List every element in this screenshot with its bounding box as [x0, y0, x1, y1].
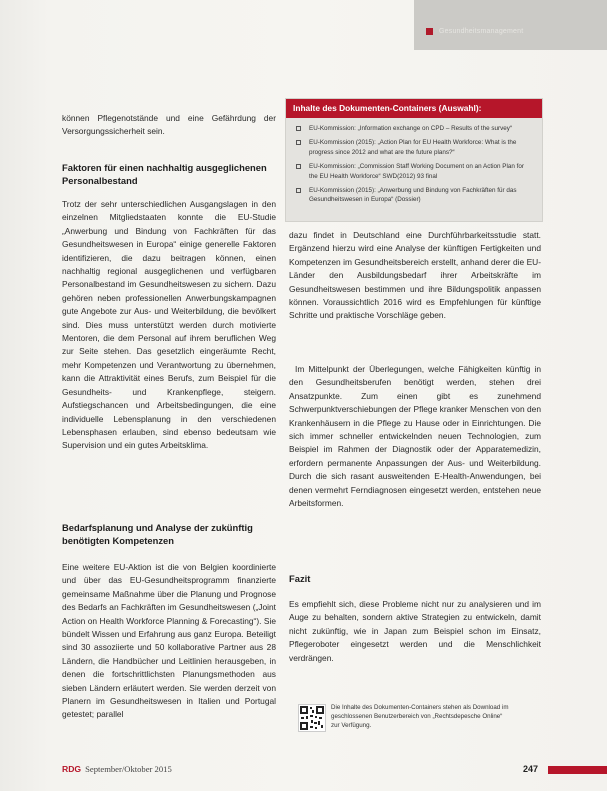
paragraph-mittelpunkt-text: Im Mittelpunkt der Überlegungen, welche Fähigkeiten künftig in den Gesundheitsberufen benötigt werden, stehen drei Ansatzpunkte. Zum einen gibt es zunehmend Schwerpunktverschiebungen der Pflege kranker Menschen von den Krankenhäusern in die Pflege zu Hause oder in Einrichtungen. Die sich immer schneller entwickelnden neuen Technologien, zum Beispiel im Rahmen der Diagnostik oder der Apparatemedizin, erfordern permanente Anpassungen der Aus- und Weiterbildung. Durch die sich rasant ausweitenden E-Health-Anwendungen, bei denen vermehrt Ferndiagnosen eingesetzt werden, entstehen neue Arbeitsformen.	[289, 364, 541, 509]
section-label-text: Gesundheitsmanagement	[439, 27, 524, 35]
paragraph-mittelpunkt	[289, 363, 541, 510]
intro-text: können Pflegenotstände und eine Gefährdung der Versorgungssicherheit sein.	[62, 113, 276, 137]
footer-accent-bar	[548, 766, 607, 774]
infobox-item: EU-Kommission (2015): „Anwerbung und Bindung von Fachkräften für das Gesundheitswesen in Europa“ (Dossier)	[296, 186, 534, 205]
paragraph-durchfuehrbarkeit-text: dazu findet in Deutschland eine Durchführbarkeitsstudie statt. Ergänzend hierzu wird eine Analyse der künftigen Fertigkeiten und Kompetenzen im Gesundheitsbereich erstellt, anhand derer die EU-Länder den Ausbildungsbedarf ihrer Arbeitskräfte im Gesundheitswesen bestimmen und ihre Bildungspolitik anpassen können. Voraussichtlich 2016 wird es Empfehlungen für künftige Schritte und praktische Vorschläge geben.	[289, 230, 541, 321]
paragraph-fazit	[289, 598, 541, 665]
qr-code-icon[interactable]	[298, 704, 326, 732]
footer-issue-date: September/Oktober 2015	[85, 764, 172, 774]
page-number: 247	[523, 764, 539, 774]
checkbox-bullet-icon	[296, 188, 301, 193]
paragraph-bedarfsplanung	[62, 561, 276, 722]
footer-issue	[62, 764, 172, 774]
heading-fazit: Fazit	[289, 573, 311, 584]
section-header-band	[414, 0, 607, 50]
section-label	[426, 26, 596, 36]
heading-faktoren: Faktoren für einen nachhaltig ausgeglichenen Personalbestand	[62, 162, 267, 186]
checkbox-bullet-icon	[296, 140, 301, 145]
checkbox-bullet-icon	[296, 164, 301, 169]
infobox-title: Inhalte des Dokumenten-Containers (Auswahl):	[286, 99, 542, 118]
checkbox-bullet-icon	[296, 126, 301, 131]
section-marker-icon	[426, 28, 433, 35]
qr-note-text: Die Inhalte des Dokumenten-Containers stehen als Download im geschlossenen Benutzerbereich von „Rechtsdepesche Online“ zur Verfügung.	[331, 704, 509, 729]
footer-brand: RDG	[62, 764, 82, 774]
paragraph-bedarfsplanung-text: Eine weitere EU-Aktion ist die von Belgien koordinierte und über das EU-Gesundheitsprogramm finanzierte gemeinsame Maßnahme über die Planung und Prognose des Bedarfs an Fachkräften im Gesundheitswesen („Joint Action on Health Workforce Planning & Forecasting“). Sie bündelt Wissen und Erfahrung aus ganz Europa. Beteiligt sind 30 assoziierte und 50 kollaborative Partner aus 28 Ländern, die Handbücher und Leitlinien herausgeben, in denen die fortschrittlichsten Planungsmethoden aus sieben Ländern erläutert werden. Sie werden derzeit von Planern im Gesundheitswesen in Italien und Portugal getestet; parallel	[62, 562, 276, 720]
document-container-box	[285, 98, 543, 222]
infobox-item: EU-Kommission (2015): „Action Plan for EU Health Workforce: What is the progress since 2012 and what are the future plans?“	[296, 138, 534, 157]
infobox-list	[286, 118, 542, 205]
paragraph-faktoren	[62, 198, 276, 453]
paragraph-faktoren-text: Trotz der sehr unterschiedlichen Ausgangslagen in den einzelnen Mitgliedstaaten konnte die EU-Studie „Anwerbung und Bindung von Fachkräften für das Gesundheitswesen in Europa“ einige generelle Faktoren identifizieren, die dazu beitragen können, einen nachhaltig regional ausgeglichenen und verfügbaren Personalbestand im Gesundheitswesen zu sichern. Dazu gehören neben professionellen Anwerbungskampagnen gute Angebote zur Aus- und Weiterbildung, die bevölkert sind. Dies muss unterstützt werden durch motivierte Mentoren, die dem Personal auf ihrem beruflichen Weg zur Seite stehen. Das gesetzlich eingeräumte Recht, mehr Kompetenzen und Verantwortung zu übernehmen, kann die Attraktivität eines Berufs, zum Beispiel für die Gesundheits- und Krankenpflege, steigern. Aufstiegschancen und Arbeitsbedingungen, die eine individuelle Lebensplanung in den verschiedenen Lebensphasen erlauben, sind ebenso bedeutsam wie Supervision und ein gutes Arbeitsklima.	[62, 199, 276, 451]
heading-bedarfsplanung: Bedarfsplanung und Analyse der zukünftig benötigten Kompetenzen	[62, 522, 253, 546]
paragraph-fazit-text: Es empfiehlt sich, diese Probleme nicht nur zu analysieren und im Auge zu behalten, sondern aktive Strategien zu entwickeln, damit nicht zukünftig, wie in Japan zum Beispiel schon im Einsatz, Pflegeroboter eingesetzt werden und die Menschlichkeit verdrängen.	[289, 599, 541, 663]
paragraph-durchfuehrbarkeit	[289, 229, 541, 323]
infobox-item: EU-Kommission: „Commission Staff Working Document on an Action Plan for the EU Health Workforce“ SWD(2012) 93 final	[296, 162, 534, 181]
intro-paragraph	[62, 112, 276, 139]
infobox-item: EU-Kommission: „Information exchange on CPD – Results of the survey“	[296, 124, 534, 133]
